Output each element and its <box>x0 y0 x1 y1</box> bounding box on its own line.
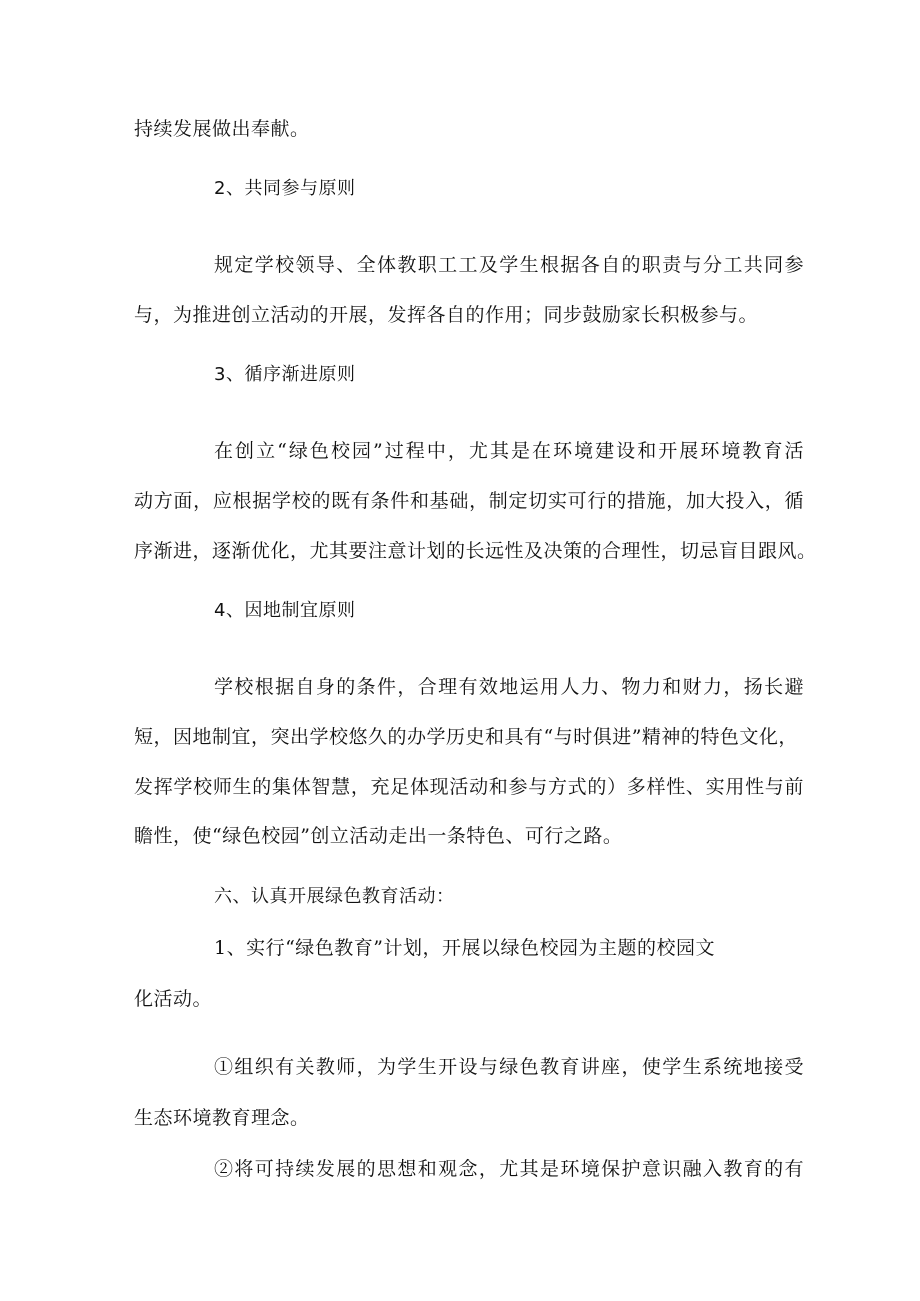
text-line: 瞻性，使“绿色校园”创立活动走出一条特色、可行之路。 <box>134 825 623 847</box>
text-line: 发挥学校师生的集体智慧，充足体现活动和参与方式的）多样性、实用性与前 <box>134 776 804 798</box>
text-line: 学校根据自身的条件，合理有效地运用人力、物力和财力，扬长避 <box>214 676 804 698</box>
text-line: 与，为推进创立活动的开展，发挥各自的作用；同步鼓励家长积极参与。 <box>134 304 759 326</box>
section-heading: 4、因地制宜原则 <box>214 600 356 621</box>
section-heading: 2、共同参与原则 <box>214 178 356 199</box>
text-line: 化活动。 <box>134 988 213 1010</box>
text-line: 在创立“绿色校园”过程中，尤其是在环境建设和开展环境教育活 <box>214 440 804 462</box>
text-line: ①组织有关教师，为学生开设与绿色教育讲座，使学生系统地接受 <box>214 1056 804 1078</box>
section-heading: 六、认真开展绿色教育活动： <box>214 886 455 907</box>
text-line: 1、实行“绿色教育”计划，开展以绿色校园为主题的校园文 <box>214 937 716 959</box>
text-line: 持续发展做出奉献。 <box>134 118 310 140</box>
section-heading: 3、循序渐进原则 <box>214 364 356 385</box>
text-line: 序渐进，逐渐优化，尤其要注意计划的长远性及决策的合理性，切忌盲目跟风。 <box>134 540 817 562</box>
text-line: 生态环境教育理念。 <box>134 1107 310 1129</box>
text-line: 短，因地制宜，突出学校悠久的办学历史和具有“与时俱进”精神的特色文化， <box>134 726 798 748</box>
text-line: ②将可持续发展的思想和观念，尤其是环境保护意识融入教育的有 <box>214 1158 804 1180</box>
text-line: 动方面，应根据学校的既有条件和基础，制定切实可行的措施，加大投入，循 <box>134 490 804 512</box>
text-line: 规定学校领导、全体教职工工及学生根据各自的职责与分工共同参 <box>214 254 804 276</box>
